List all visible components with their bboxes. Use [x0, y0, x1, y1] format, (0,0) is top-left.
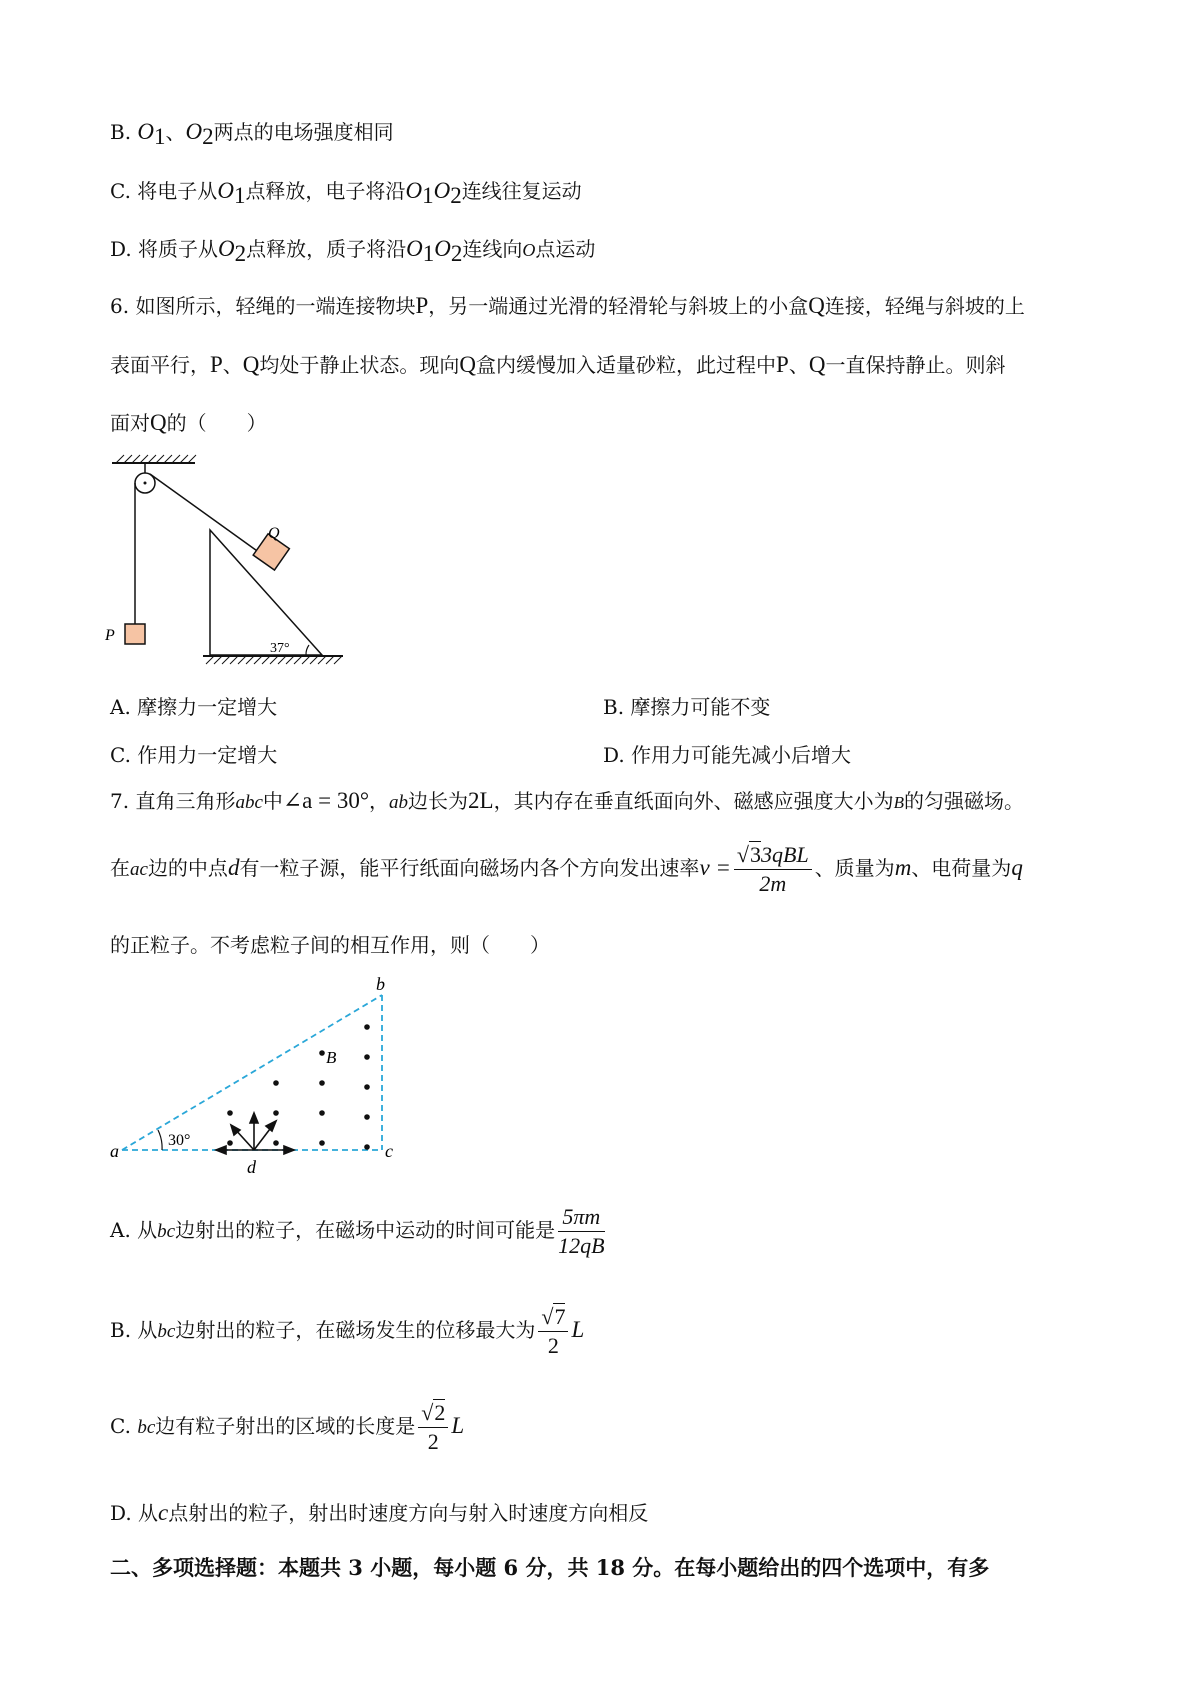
angle-30: 30° [168, 1132, 191, 1149]
q7-stem-line3: 的正粒子。不考虑粒子间的相互作用，则（ ） [110, 933, 550, 957]
speed-fraction: $\frac{\text{√33qBL}}{2m}$ [734, 841, 812, 898]
q7-option-c: C. bc边有粒子射出的区域的长度是 $\frac{√2}{2}$ L [110, 1400, 465, 1454]
q7-option-a: A. 从bc边射出的粒子，在磁场中运动的时间可能是 $\frac{5\pi m}{12qB}$ [110, 1204, 605, 1258]
label-a: a [110, 1141, 119, 1161]
q6-option-d: D. 作用力可能先减小后增大 [603, 743, 852, 767]
block-p [125, 624, 145, 644]
q5-option-d: D. 将质子从$O_2$点释放，质子将沿$O_1O_2$连线向O点运动 [110, 236, 596, 266]
q7-option-d: D. 从c点射出的粒子，射出时速度方向与射入时速度方向相反 [110, 1500, 649, 1525]
label-b: b [376, 975, 385, 994]
angle-37: 37° [270, 641, 290, 656]
time-fraction: $\frac{5\pi m}{12qB}$ [558, 1204, 605, 1258]
label-field-b: B [326, 1048, 337, 1067]
q6-stem-line2: 表面平行，P、Q均处于静止状态。现向Q盒内缓慢加入适量砂粒，此过程中P、Q一直保持静止。则斜 [110, 352, 1006, 377]
q6-stem-line1: 6. 如图所示，轻绳的一端连接物块P，另一端通过光滑的轻滑轮与斜坡上的小盒Q连接，轻绳与斜坡的上 [110, 293, 1025, 318]
q7-triangle-field-figure [100, 975, 420, 1175]
q6-option-c: C. 作用力一定增大 [110, 743, 278, 767]
section-2-heading: 二、多项选择题：本题共 3 小题，每小题 6 分，共 18 分。在每小题给出的四个选项中，有多 [110, 1555, 990, 1580]
displacement-fraction: $\frac{√7}{2}$ [538, 1303, 568, 1360]
q6-option-b: B. 摩擦力可能不变 [603, 695, 771, 719]
q5-option-b: B. $O_1$、$O_2$两点的电场强度相同 [110, 119, 394, 149]
q6-pulley-incline-figure [100, 450, 380, 680]
q7-stem-line1: 7. 直角三角形abc中∠a = 30°，ab边长为2L，其内存在垂直纸面向外、磁感应强度大小为B的匀强磁场。 [110, 788, 1024, 813]
length-fraction: $\frac{√2}{2}$ [418, 1399, 448, 1456]
q6-option-a: A. 摩擦力一定增大 [110, 695, 278, 719]
q5-option-c: C. 将电子从$O_1$点释放，电子将沿$O_1O_2$连线往复运动 [110, 178, 582, 208]
q7-stem-line2: 在ac边的中点d有一粒子源，能平行纸面向磁场内各个方向发出速率v = $\frac{\text{√33qBL}}{2m}$ 、质量为m、电荷量为q [110, 842, 1023, 896]
label-d: d [247, 1157, 256, 1175]
q6-stem-line3: 面对Q的（ ） [110, 410, 267, 435]
label-q: Q [268, 525, 280, 542]
label-p: P [105, 627, 115, 644]
label-c: c [385, 1141, 393, 1161]
q7-option-b: B. 从bc边射出的粒子，在磁场发生的位移最大为 $\frac{√7}{2}$ L [110, 1304, 585, 1358]
